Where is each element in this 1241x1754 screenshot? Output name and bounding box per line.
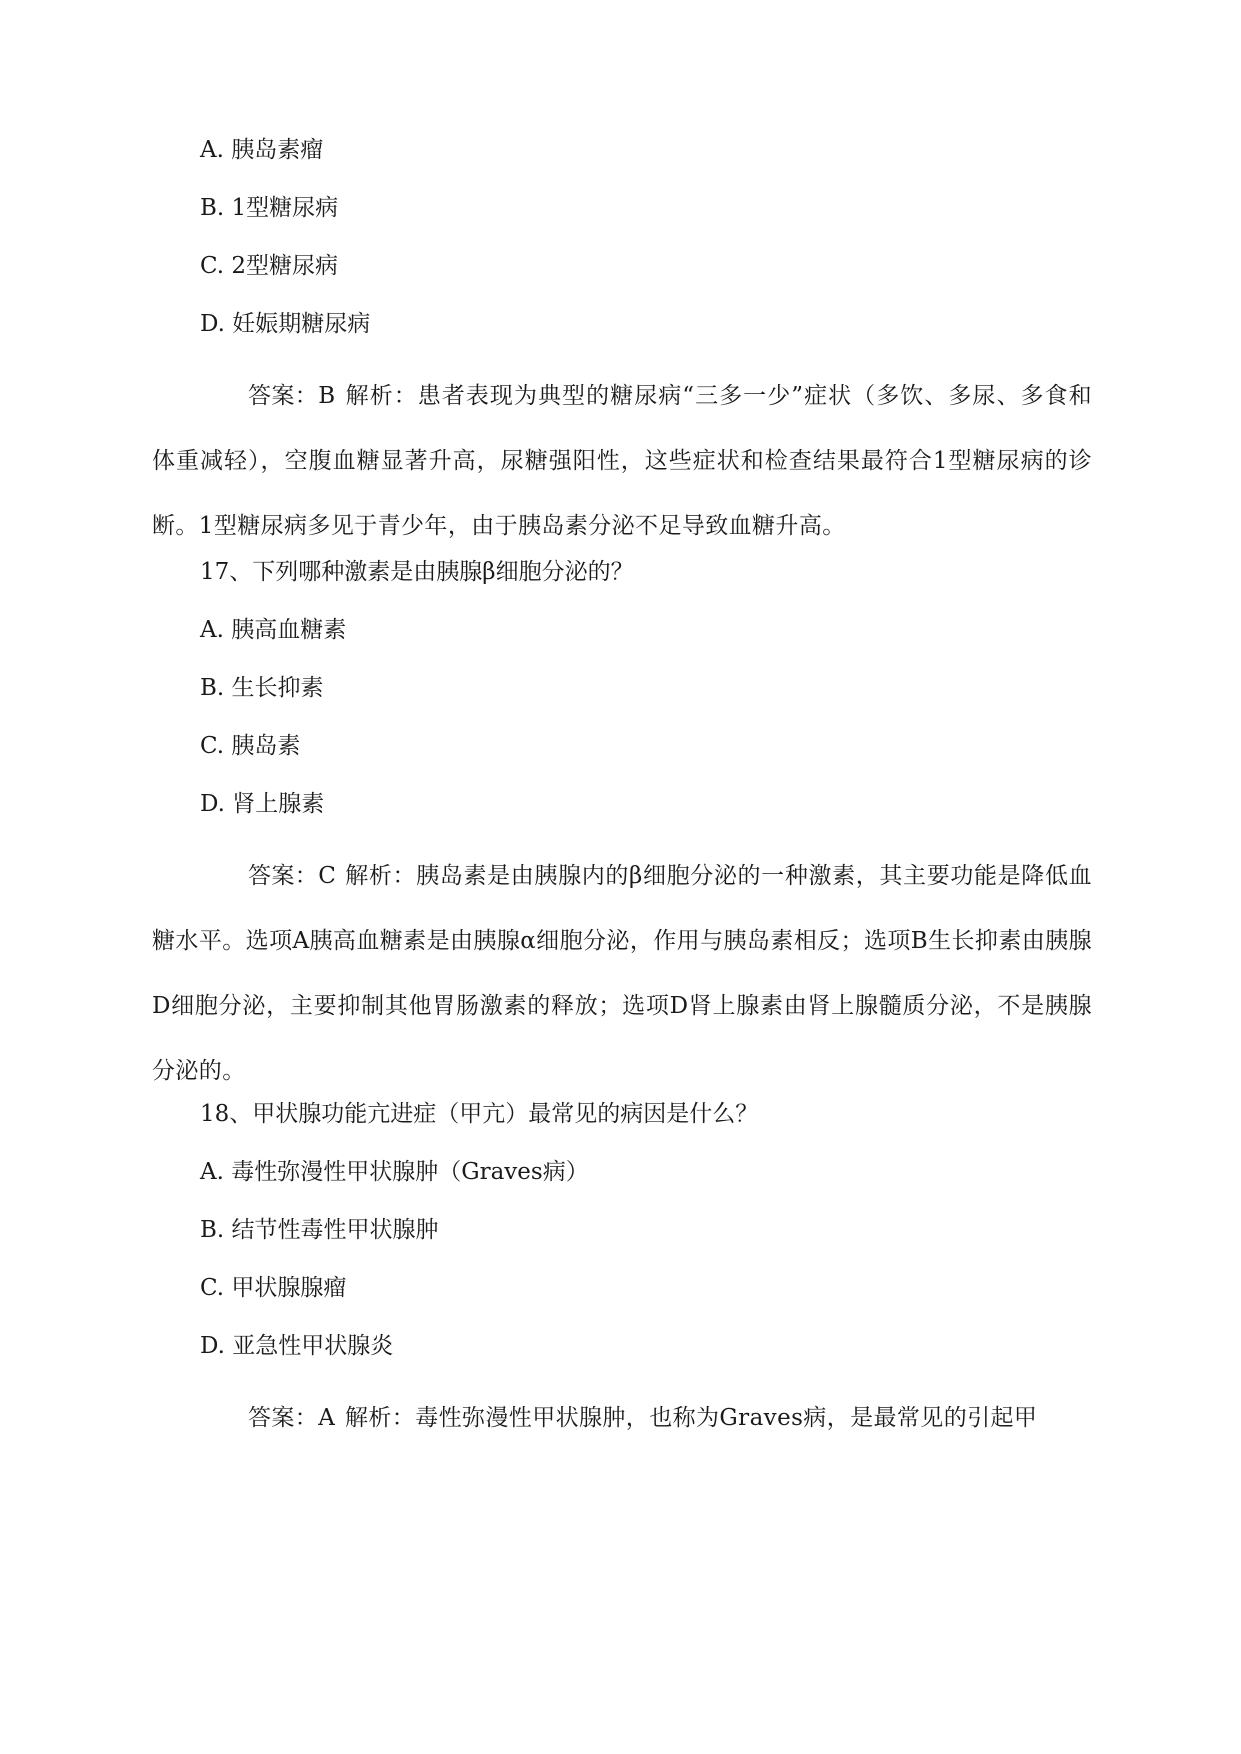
q16-option-a: A. 胰岛素瘤 xyxy=(200,137,324,163)
q18-option-a: A. 毒性弥漫性甲状腺肿（Graves病） xyxy=(200,1159,589,1185)
q17-option-d: D. 肾上腺素 xyxy=(200,791,325,817)
q16-option-b: B. 1型糖尿病 xyxy=(200,195,339,221)
q18-option-b: B. 结节性毒性甲状腺肿 xyxy=(200,1217,439,1243)
q17-analysis: 解析：胰岛素是由胰腺内的β细胞分泌的一种激素，其主要功能是降低血糖水平。选项A胰高血糖素是由胰腺α细胞分泌，作用与胰岛素相反；选项B生长抑素由胰腺D细胞分泌，主要抑制其他胃肠激素的释放；选项D肾上腺素由肾上腺髓质分泌，不是胰腺分泌的。 xyxy=(152,863,1092,1084)
q16-analysis: 解析：患者表现为典型的糖尿病“三多一少”症状（多饮、多尿、多食和体重减轻），空腹血糖显著升高，尿糖强阳性，这些症状和检查结果最符合1型糖尿病的诊断。1型糖尿病多见于青少年，由于胰岛素分泌不足导致血糖升高。 xyxy=(152,383,1092,539)
q17-option-a: A. 胰高血糖素 xyxy=(200,617,347,643)
q16-option-c: C. 2型糖尿病 xyxy=(200,253,339,279)
q18-option-d: D. 亚急性甲状腺炎 xyxy=(200,1333,394,1359)
q16-answer-label: 答案：B xyxy=(248,383,336,409)
q17-option-b: B. 生长抑素 xyxy=(200,675,324,701)
q17-question: 17、下列哪种激素是由胰腺β细胞分泌的？ xyxy=(200,559,634,585)
q16-answer-block xyxy=(152,364,1092,559)
q18-question: 18、甲状腺功能亢进症（甲亢）最常见的病因是什么？ xyxy=(200,1101,759,1127)
q17-option-c: C. 胰岛素 xyxy=(200,733,301,759)
q16-option-d: D. 妊娠期糖尿病 xyxy=(200,311,371,337)
q18-answer-block xyxy=(152,1386,1092,1451)
q18-analysis: 解析：毒性弥漫性甲状腺肿，也称为Graves病，是最常见的引起甲 xyxy=(345,1405,1038,1431)
q18-option-c: C. 甲状腺腺瘤 xyxy=(200,1275,347,1301)
q18-answer-label: 答案：A xyxy=(248,1405,336,1431)
q17-answer-block xyxy=(152,844,1092,1104)
q17-answer-label: 答案：C xyxy=(248,863,337,889)
